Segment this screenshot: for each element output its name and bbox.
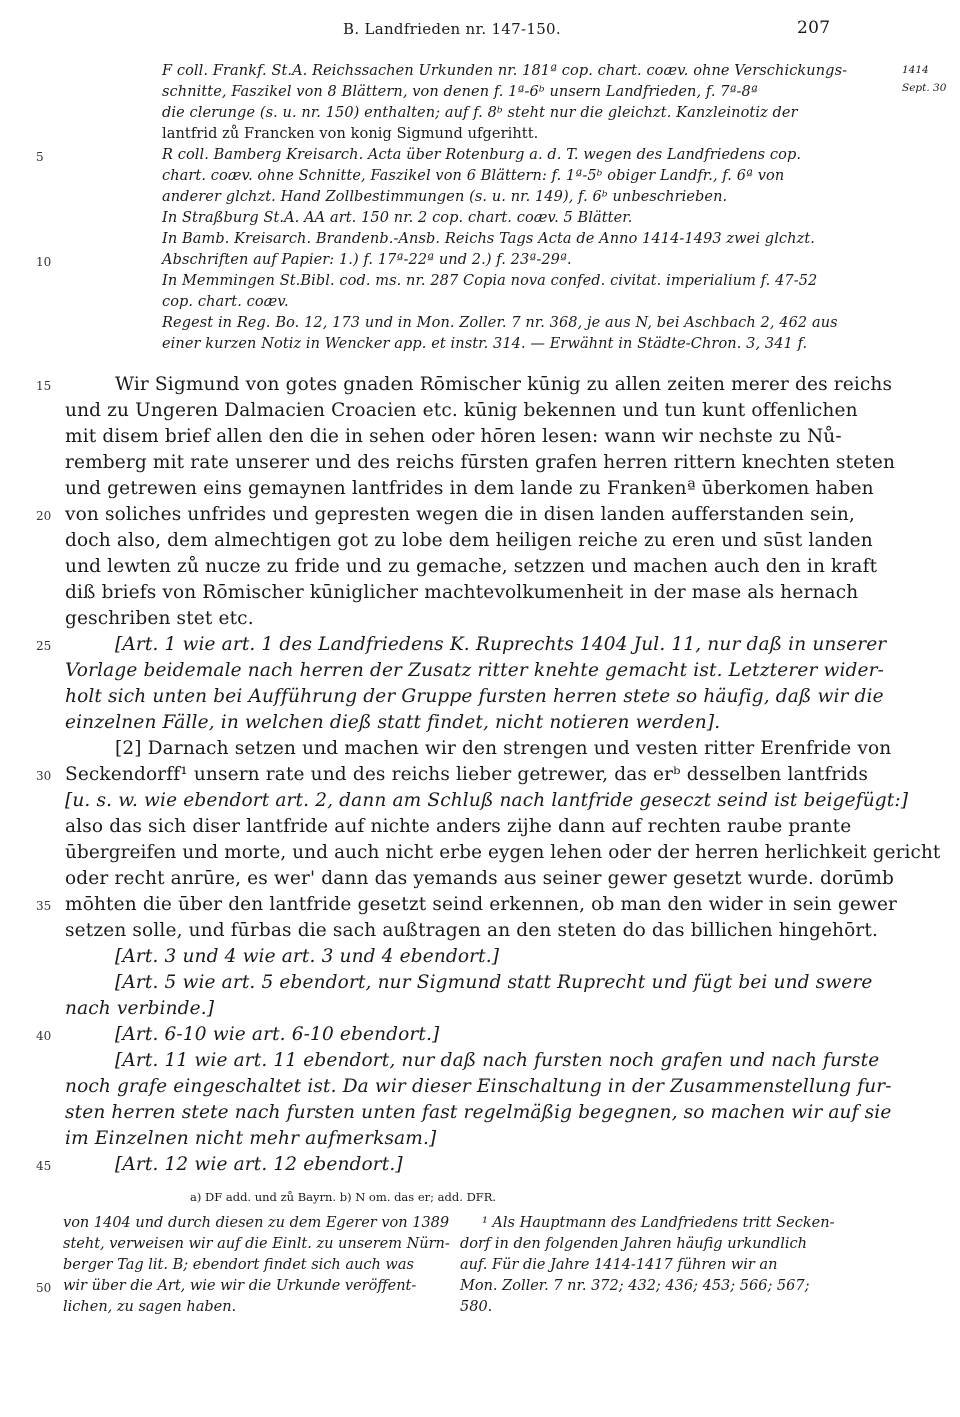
- footnote-left-line: von 1404 und durch diesen zu dem Egerer von 1389: [63, 1215, 450, 1231]
- text-line: oder recht anrūre, es wer' dann das yemands aus seiner gewer gesetzt wurde. dorūmb: [65, 868, 895, 889]
- text-line: von soliches unfrides und gepresten wegen die in disen landen aufferstanden sein,: [65, 504, 856, 525]
- text-line: [u. s. w. wie ebendort art. 2, dann am Schluß nach lantfride geseczt seind ist beigefügt:]: [65, 790, 909, 811]
- line-number: 10: [36, 255, 52, 269]
- apparatus-line: Regest in Reg. Bo. 12, 173 und in Mon. Zoller. 7 nr. 368, je aus N, bei Aschbach 2, 462 aus: [162, 315, 838, 331]
- text-line: [Art. 6-10 wie art. 6-10 ebendort.]: [115, 1024, 440, 1045]
- text-line: [Art. 12 wie art. 12 ebendort.]: [115, 1154, 403, 1175]
- text-line: Seckendorff¹ unsern rate und des reichs lieber getrewer, das erᵇ desselben lantfrids: [65, 764, 869, 785]
- apparatus-line: F coll. Frankf. St.A. Reichssachen Urkunden nr. 181ª cop. chart. coæv. ohne Verschickungs-: [162, 63, 848, 79]
- text-line: sten herren stete nach fursten unten fast regelmäßig begegnen, so machen wir auf sie: [65, 1102, 892, 1123]
- footnote-right-line: Mon. Zoller. 7 nr. 372; 432; 436; 453; 566; 567;: [460, 1278, 810, 1294]
- line-number: 25: [36, 639, 52, 653]
- text-line: diß briefs von Rōmischer kūniglicher machtevolkumenheit in der mase als hernach: [65, 582, 859, 603]
- running-title: B. Landfrieden nr. 147-150.: [343, 20, 561, 38]
- text-line: doch also, dem almechtigen got zu lobe dem heiligen reiche zu eren und sūst landen: [65, 530, 873, 551]
- footnote-right-line: ¹ Als Hauptmann des Landfriedens tritt Secken-: [482, 1215, 835, 1231]
- text-line: und lewten zů nucze zu fride und zu gemache, setzzen und machen auch den in kraft: [65, 556, 878, 577]
- text-line: mit disem brief allen den die in sehen oder hōren lesen: wann wir nechste zu Nů-: [65, 426, 842, 447]
- text-line: [Art. 1 wie art. 1 des Landfriedens K. Ruprechts 1404 Jul. 11, nur daß in unserer: [115, 634, 887, 655]
- text-line: remberg mit rate unserer und des reichs fūrsten grafen herren rittern knechten steten: [65, 452, 896, 473]
- text-line: [Art. 3 und 4 wie art. 3 und 4 ebendort.]: [115, 946, 500, 967]
- line-number: 40: [36, 1029, 52, 1043]
- line-number: 20: [36, 509, 52, 523]
- apparatus-line: In Straßburg St.A. AA art. 150 nr. 2 cop. chart. coæv. 5 Blätter.: [162, 210, 633, 226]
- apparatus-line: Abschriften auf Papier: 1.) f. 17ª-22ª und 2.) f. 23ª-29ª.: [162, 252, 572, 268]
- apparatus-line: cop. chart. coæv.: [162, 294, 289, 310]
- line-number: 35: [36, 899, 52, 913]
- text-line: setzen solle, und fūrbas die sach außtragen an den steten do das billichen hingehōrt.: [65, 920, 879, 941]
- text-line: [2] Darnach setzen und machen wir den strengen und vesten ritter Erenfride von: [115, 738, 892, 759]
- footnote-left-line: berger Tag lit. B; ebendort findet sich auch was: [63, 1257, 414, 1273]
- apparatus-line: lantfrid zů Francken von konig Sigmund ufgerihtt.: [162, 126, 539, 142]
- footnote-right-line: auf. Für die Jahre 1414-1417 führen wir an: [460, 1257, 778, 1273]
- apparatus-line: einer kurzen Notiz in Wencker app. et instr. 314. — Erwähnt in Städte-Chron. 3, 341 f.: [162, 336, 808, 352]
- apparatus-line: die clerunge (s. u. nr. 150) enthalten; auf f. 8ᵇ steht nur die gleichzt. Kanzleinotiz der: [162, 105, 798, 121]
- page-number: 207: [797, 18, 831, 38]
- text-line: noch grafe eingeschaltet ist. Da wir dieser Einschaltung in der Zusammenstellung fur-: [65, 1076, 892, 1097]
- apparatus-line: In Memmingen St.Bibl. cod. ms. nr. 287 Copia nova confed. civitat. imperialium f. 47-52: [162, 273, 818, 289]
- text-line: und zu Ungeren Dalmacien Croacien etc. kūnig bekennen und tun kunt offenlichen: [65, 400, 858, 421]
- text-line: einzelnen Fälle, in welchen dieß statt findet, nicht notieren werden].: [65, 712, 721, 733]
- footnote-left-line: steht, verweisen wir auf die Einlt. zu unserem Nürn-: [63, 1236, 450, 1252]
- text-line: geschriben stet etc.: [65, 608, 254, 629]
- footnote-left-line: lichen, zu sagen haben.: [63, 1299, 237, 1315]
- footnote-right-line: dorf in den folgenden Jahren häufig urkundlich: [460, 1236, 807, 1252]
- apparatus-line: anderer glchzt. Hand Zollbestimmungen (s. u. nr. 149), f. 6ᵇ unbeschrieben.: [162, 189, 728, 205]
- line-number: 15: [36, 379, 52, 393]
- line-number: 30: [36, 769, 52, 783]
- text-line: [Art. 5 wie art. 5 ebendort, nur Sigmund statt Ruprecht und fügt bei und swere: [115, 972, 873, 993]
- textual-note: a) DF add. und zů Bayrn. b) N om. das er; add. DFR.: [190, 1190, 497, 1204]
- text-line: im Einzelnen nicht mehr aufmerksam.]: [65, 1128, 437, 1149]
- margin-date-year: 1414: [902, 64, 929, 76]
- text-line: also das sich diser lantfride auf nichte anders zijhe dann auf rechten raube prante: [65, 816, 852, 837]
- apparatus-line: R coll. Bamberg Kreisarch. Acta über Rotenburg a. d. T. wegen des Landfriedens cop.: [162, 147, 802, 163]
- text-line: Vorlage beidemale nach herren der Zusatz ritter knehte gemacht ist. Letzterer wider-: [65, 660, 885, 681]
- margin-date-day: Sept. 30: [902, 82, 947, 94]
- apparatus-line: schnitte, Faszikel von 8 Blättern, von denen f. 1ª-6ᵇ unsern Landfrieden, f. 7ª-8ª: [162, 84, 758, 100]
- text-line: nach verbinde.]: [65, 998, 215, 1019]
- footnote-left-line: wir über die Art, wie wir die Urkunde veröffent-: [63, 1278, 417, 1294]
- line-number: 50: [36, 1281, 52, 1295]
- line-number: 5: [36, 150, 44, 164]
- text-line: mōhten die ūber den lantfride gesetzt seind erkennen, ob man den wider in sein gewer: [65, 894, 898, 915]
- footnote-right-line: 580.: [460, 1299, 493, 1315]
- text-line: holt sich unten bei Aufführung der Gruppe fursten herren stete so häufig, daß wir die: [65, 686, 884, 707]
- text-line: [Art. 11 wie art. 11 ebendort, nur daß nach fursten noch grafen und nach furste: [115, 1050, 880, 1071]
- text-line: und getrewen eins gemaynen lantfrides in dem lande zu Frankenª ūberkomen haben: [65, 478, 874, 499]
- apparatus-line: chart. coæv. ohne Schnitte, Faszikel von 6 Blättern: f. 1ª-5ᵇ obiger Landfr., f. 6ª von: [162, 168, 785, 184]
- line-number: 45: [36, 1159, 52, 1173]
- text-line: Wir Sigmund von gotes gnaden Rōmischer kūnig zu allen zeiten merer des reichs: [115, 374, 893, 395]
- apparatus-line: In Bamb. Kreisarch. Brandenb.-Ansb. Reichs Tags Acta de Anno 1414-1493 zwei glchzt.: [162, 231, 815, 247]
- text-line: ūbergreifen und morte, und auch nicht erbe eygen lehen oder der herren herlichkeit gericht: [65, 842, 941, 863]
